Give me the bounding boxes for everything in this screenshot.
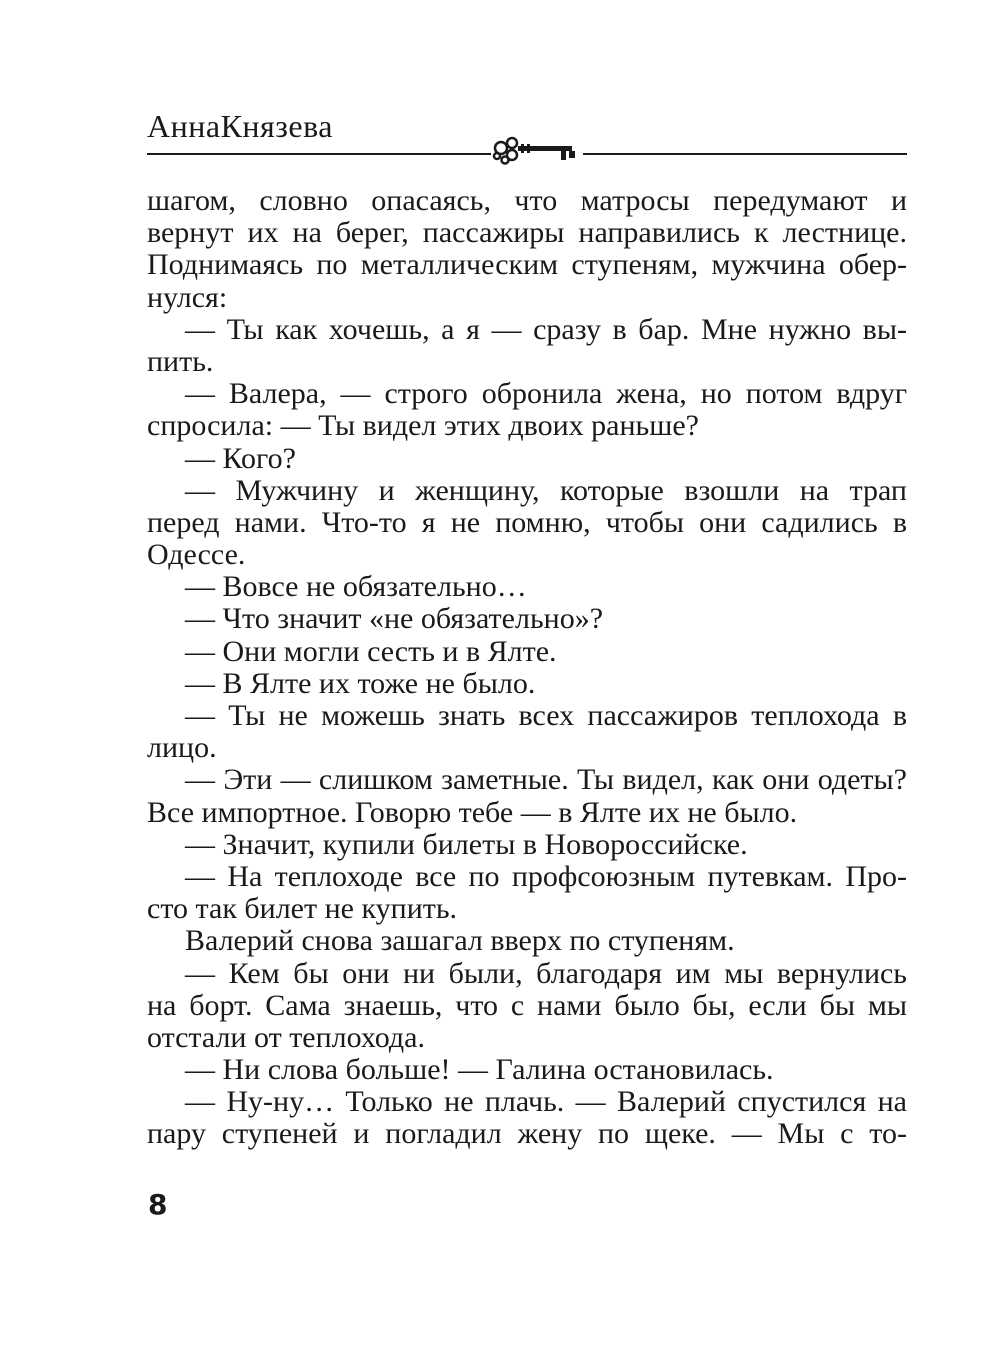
text-line: на борт. Сама знаешь, что с нами было бы, если бы мы bbox=[147, 988, 907, 1022]
text-line: перед нами. Что-то я не помню, чтобы они садились в bbox=[147, 505, 907, 539]
text-line: вернут их на берег, пассажиры направились к лестнице. bbox=[147, 216, 907, 250]
author-last-name: Князева bbox=[220, 108, 333, 144]
text-line: Поднимаясь по металлическим ступеням, мужчина обер- bbox=[147, 248, 907, 282]
text-line: — В Ялте их тоже не было. bbox=[185, 666, 536, 700]
text-line: — Мужчину и женщину, которые взошли на трап bbox=[185, 473, 907, 507]
text-line: — Вовсе не обязательно… bbox=[185, 570, 527, 604]
page-text bbox=[147, 185, 907, 1151]
author-first-name: Анна bbox=[147, 108, 221, 144]
text-line: — Ну-ну… Только не плачь. — Валерий спустился на bbox=[185, 1085, 907, 1119]
text-line: — На теплоходе все по профсоюзным путевкам. Про- bbox=[185, 859, 907, 893]
author-name bbox=[147, 108, 333, 145]
text-line: сто так билет не купить. bbox=[147, 892, 458, 926]
text-line: Все импортное. Говорю тебе — в Ялте их не было. bbox=[147, 795, 798, 829]
text-line: Одессе. bbox=[147, 538, 246, 572]
text-line: спросила: — Ты видел этих двоих раньше? bbox=[147, 409, 699, 443]
text-line: — Они могли сесть и в Ялте. bbox=[185, 634, 557, 668]
text-line: — Кого? bbox=[185, 441, 296, 475]
text-line: шагом, словно опасаясь, что матросы передумают и bbox=[147, 184, 907, 217]
text-line: отстали от теплохода. bbox=[147, 1020, 425, 1054]
page-number: 8 bbox=[148, 1188, 168, 1221]
text-line: — Значит, купили билеты в Новороссийске. bbox=[185, 827, 748, 861]
text-line: пить. bbox=[147, 344, 214, 378]
text-line: пару ступеней и погладил жену по щеке. — Мы с то- bbox=[147, 1117, 907, 1151]
text-line: — Ты не можешь знать всех пассажиров теплохода в bbox=[185, 699, 907, 732]
text-line: — Кем бы они ни были, благодаря им мы вернулись bbox=[185, 956, 907, 990]
text-line: — Ты как хочешь, а я — сразу в бар. Мне нужно вы- bbox=[185, 312, 907, 346]
text-line: — Эти — слишком заметные. Ты видел, как они одеты? bbox=[185, 763, 907, 797]
text-line: — Что значит «не обязательно»? bbox=[185, 602, 604, 636]
text-line: лицо. bbox=[147, 731, 217, 765]
key-icon bbox=[491, 132, 583, 172]
text-line: — Валера, — строго обронила жена, но потом вдруг bbox=[185, 377, 907, 411]
text-line: Валерий снова зашагал вверх по ступеням. bbox=[185, 924, 735, 958]
running-header bbox=[147, 108, 907, 168]
text-line: нулся: bbox=[147, 280, 228, 314]
text-line: — Ни слова больше! — Галина остановилась. bbox=[185, 1053, 774, 1087]
